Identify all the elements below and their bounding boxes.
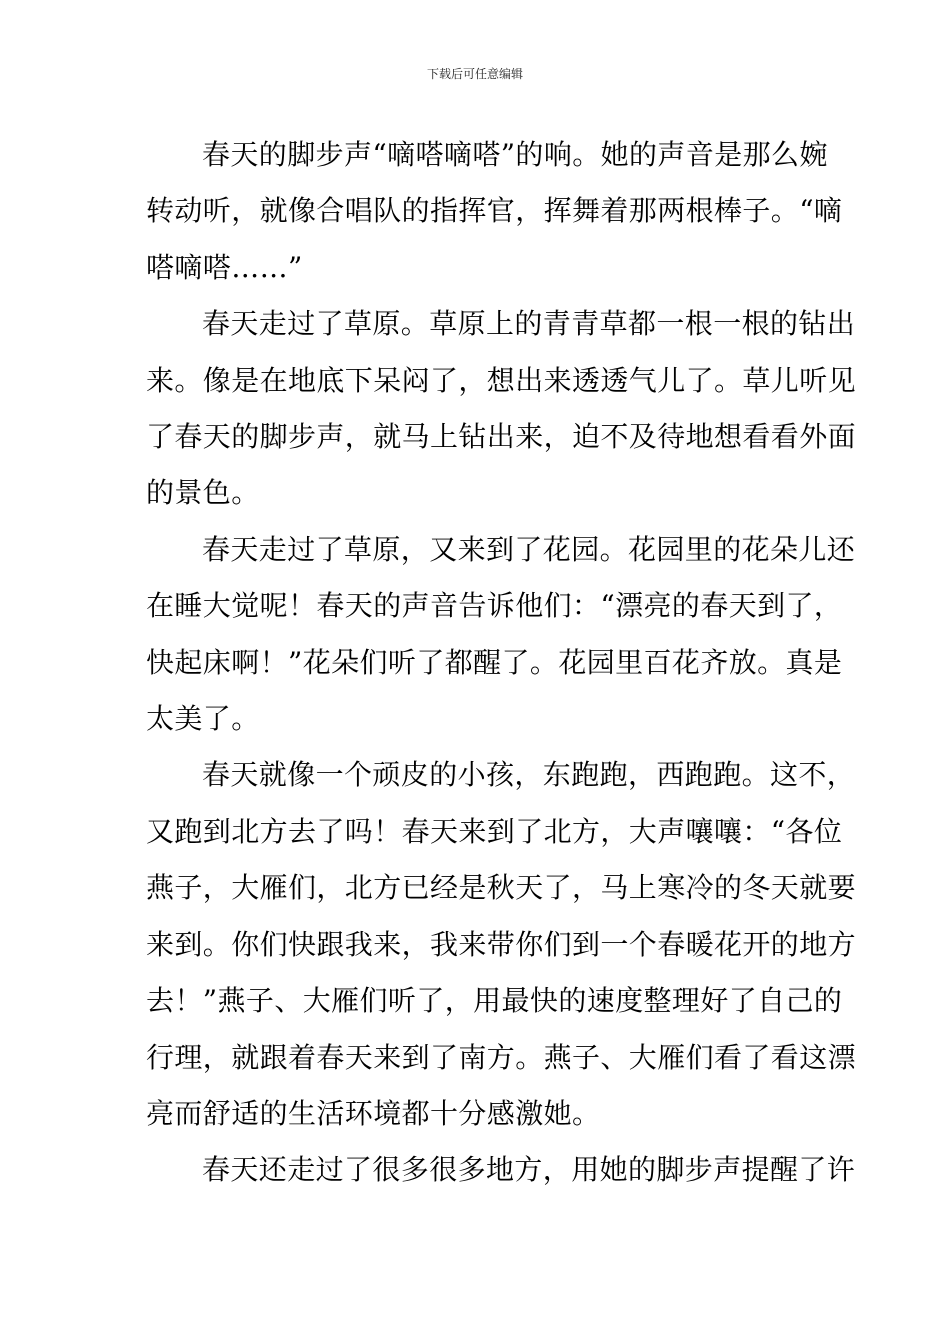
text-line: 春天走过了草原。草原上的青青草都一根一根的钻出 — [202, 307, 856, 341]
text-line: 去！”燕子、大雁们听了，用最快的速度整理好了自己的 — [146, 984, 843, 1018]
paragraph-2 — [146, 296, 857, 522]
document-body — [146, 127, 857, 1199]
paragraph-4 — [146, 747, 857, 1142]
text-line: 的景色。 — [146, 476, 260, 510]
text-line: 春天的脚步声“嘀嗒嘀嗒”的响。她的声音是那么婉 — [202, 138, 828, 171]
text-line: 来。像是在地底下呆闷了，想出来透透气儿了。草儿听见 — [146, 363, 857, 397]
paragraph-3 — [146, 522, 856, 748]
text-line: 春天还走过了很多很多地方，用她的脚步声提醒了许 — [202, 1153, 856, 1187]
paragraph-1 — [146, 127, 843, 296]
text-line: 在睡大觉呢！春天的声音告诉他们：“漂亮的春天到了， — [146, 589, 843, 623]
text-line: 春天就像一个顽皮的小孩，东跑跑，西跑跑。这不， — [202, 758, 856, 792]
text-line: 春天走过了草原，又来到了花园。花园里的花朵儿还 — [202, 532, 856, 566]
text-line: 亮而舒适的生活环境都十分感激她。 — [146, 1096, 601, 1130]
text-line: 来到。你们快跟我来，我来带你们到一个春暖花开的地方 — [146, 927, 857, 961]
text-line: 又跑到北方去了吗！春天来到了北方，大声嚷嚷：“各位 — [146, 814, 843, 848]
text-line: 燕子，大雁们，北方已经是秋天了，马上寒冷的冬天就要 — [146, 871, 857, 905]
paragraph-5 — [146, 1142, 856, 1198]
text-line: 了春天的脚步声，就马上钻出来，迫不及待地想看看外面 — [146, 420, 857, 454]
page-header: 下载后可任意编辑 — [426, 67, 523, 81]
text-line: 太美了。 — [146, 702, 260, 736]
text-line: 快起床啊！”花朵们听了都醒了。花园里百花齐放。真是 — [146, 645, 843, 679]
text-line: 行理，就跟着春天来到了南方。燕子、大雁们看了看这漂 — [146, 1040, 857, 1074]
text-line: 嗒嘀嗒……” — [146, 250, 303, 284]
text-line: 转动听，就像合唱队的指挥官，挥舞着那两根棒子。“嘀 — [146, 194, 843, 228]
